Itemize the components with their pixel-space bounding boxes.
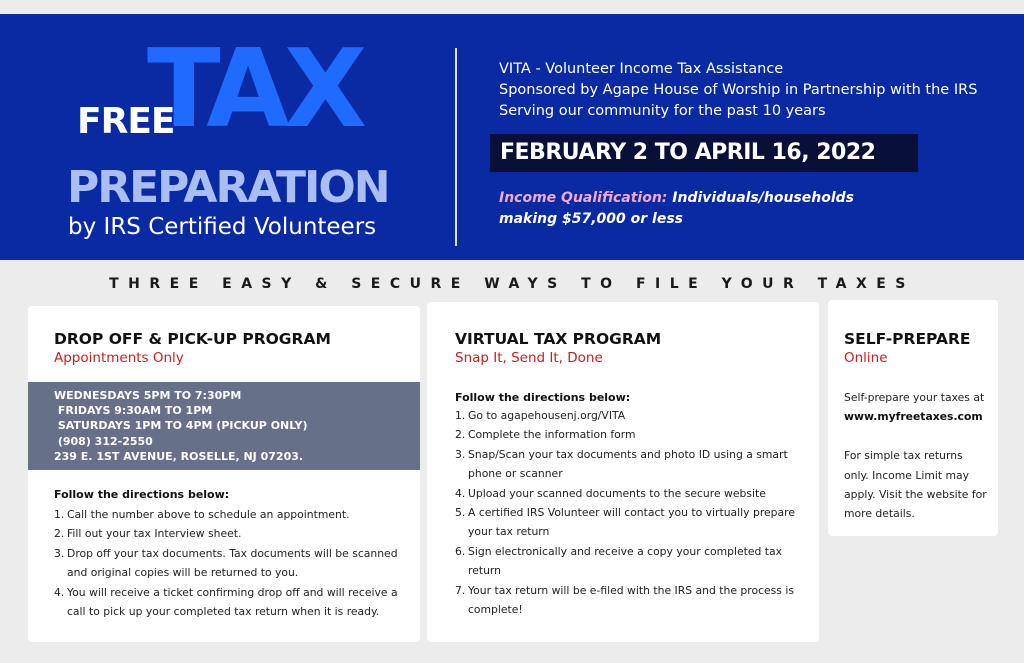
income-qualification bbox=[499, 188, 879, 230]
list-item bbox=[455, 425, 805, 444]
step-number: 6. bbox=[455, 544, 466, 558]
dropoff-steps bbox=[54, 505, 404, 621]
dropoff-card bbox=[28, 306, 420, 642]
virtual-card bbox=[427, 302, 819, 642]
self-prepare-subtitle: Online bbox=[844, 350, 888, 366]
schedule-line: SATURDAYS 1PM TO 4PM (PICKUP ONLY) bbox=[54, 419, 308, 433]
self-prepare-body bbox=[844, 388, 990, 524]
title-preparation: PREPARATION bbox=[67, 162, 389, 213]
step-text: Your tax return will be e-filed with the IRS and the process is complete! bbox=[468, 583, 794, 617]
step-number: 4. bbox=[455, 486, 466, 500]
header-divider bbox=[455, 48, 457, 246]
list-item bbox=[455, 503, 805, 542]
self-prepare-intro-block bbox=[844, 388, 990, 427]
list-item bbox=[455, 406, 805, 425]
list-item bbox=[54, 505, 404, 524]
schedule-phone: (908) 312-2550 bbox=[54, 434, 153, 448]
list-item bbox=[54, 583, 404, 622]
schedule-line: FRIDAYS 9:30AM TO 1PM bbox=[54, 404, 213, 418]
income-text: Individuals/households making $57,000 or less bbox=[499, 190, 854, 227]
step-text: Call the number above to schedule an appointment. bbox=[67, 508, 350, 521]
step-text: You will receive a ticket confirming drop off and will receive a call to pick up your completed tax return when it is ready. bbox=[67, 585, 398, 619]
step-text: Fill out your tax Interview sheet. bbox=[67, 527, 242, 541]
list-item bbox=[54, 524, 404, 543]
step-number: 3. bbox=[455, 447, 466, 461]
list-item bbox=[455, 484, 805, 503]
list-item bbox=[54, 544, 404, 583]
step-number: 4. bbox=[54, 585, 65, 599]
list-item bbox=[455, 542, 805, 581]
self-prepare-intro: Self-prepare your taxes at bbox=[844, 391, 985, 404]
self-prepare-title: SELF-PREPARE bbox=[844, 330, 971, 348]
step-text: Upload your scanned documents to the secure website bbox=[468, 486, 766, 500]
date-range-bar: FEBRUARY 2 TO APRIL 16, 2022 bbox=[490, 134, 918, 172]
step-text: Complete the information form bbox=[468, 428, 636, 442]
step-number: 7. bbox=[455, 583, 466, 597]
step-number: 3. bbox=[54, 546, 65, 560]
vita-info bbox=[499, 59, 1009, 122]
step-number: 2. bbox=[54, 527, 65, 541]
schedule-address: 239 E. 1ST AVENUE, ROSELLE, NJ 07203. bbox=[54, 449, 304, 463]
vita-line: VITA - Volunteer Income Tax Assistance bbox=[499, 61, 784, 77]
income-label: Income Qualification: bbox=[499, 190, 668, 206]
title-by-volunteers bbox=[68, 214, 376, 242]
step-number: 5. bbox=[455, 506, 466, 520]
dropoff-schedule bbox=[28, 382, 420, 470]
step-number: 2. bbox=[455, 428, 466, 442]
virtual-directions-title: Follow the directions below: bbox=[455, 391, 631, 404]
dropoff-title: DROP OFF & PICK-UP PROGRAM bbox=[54, 330, 331, 348]
section-heading: THREE EASY & SECURE WAYS TO FILE YOUR TAXES bbox=[109, 276, 915, 292]
virtual-title: VIRTUAL TAX PROGRAM bbox=[455, 330, 662, 348]
list-item bbox=[455, 581, 805, 620]
title-tax: TAX bbox=[147, 27, 362, 152]
title-free: FREE bbox=[77, 101, 175, 142]
schedule-line: WEDNESDAYS 5PM TO 7:30PM bbox=[54, 389, 242, 402]
top-strip bbox=[0, 0, 1024, 14]
virtual-steps bbox=[455, 406, 805, 619]
self-prepare-note: For simple tax returns only. Income Limit may apply. Visit the website for more details. bbox=[844, 449, 987, 521]
step-text: A certified IRS Volunteer will contact you to virtually prepare your tax return bbox=[468, 506, 795, 539]
vita-line: Serving our community for the past 10 years bbox=[499, 103, 826, 119]
list-item bbox=[455, 445, 805, 484]
dropoff-subtitle: Appointments Only bbox=[54, 350, 184, 366]
dropoff-directions-title: Follow the directions below: bbox=[54, 488, 230, 501]
virtual-subtitle: Snap It, Send It, Done bbox=[455, 350, 603, 366]
step-text: Drop off your tax documents. Tax documents will be scanned and original copies will be returned to you. bbox=[67, 546, 398, 580]
step-number: 1. bbox=[455, 409, 466, 422]
step-text: Sign electronically and receive a copy your completed tax return bbox=[468, 544, 783, 578]
step-text: Go to agapehousenj.org/VITA bbox=[468, 409, 626, 422]
by-prefix: by bbox=[68, 214, 104, 240]
by-volunteers: IRS Certified Volunteers bbox=[103, 214, 377, 240]
vita-line: Sponsored by Agape House of Worship in Partnership with the IRS bbox=[499, 82, 978, 98]
self-prepare-card bbox=[828, 300, 998, 536]
step-text: Snap/Scan your tax documents and photo ID using a smart phone or scanner bbox=[468, 447, 788, 481]
self-prepare-url: www.myfreetaxes.com bbox=[844, 410, 983, 424]
step-number: 1. bbox=[54, 508, 65, 521]
